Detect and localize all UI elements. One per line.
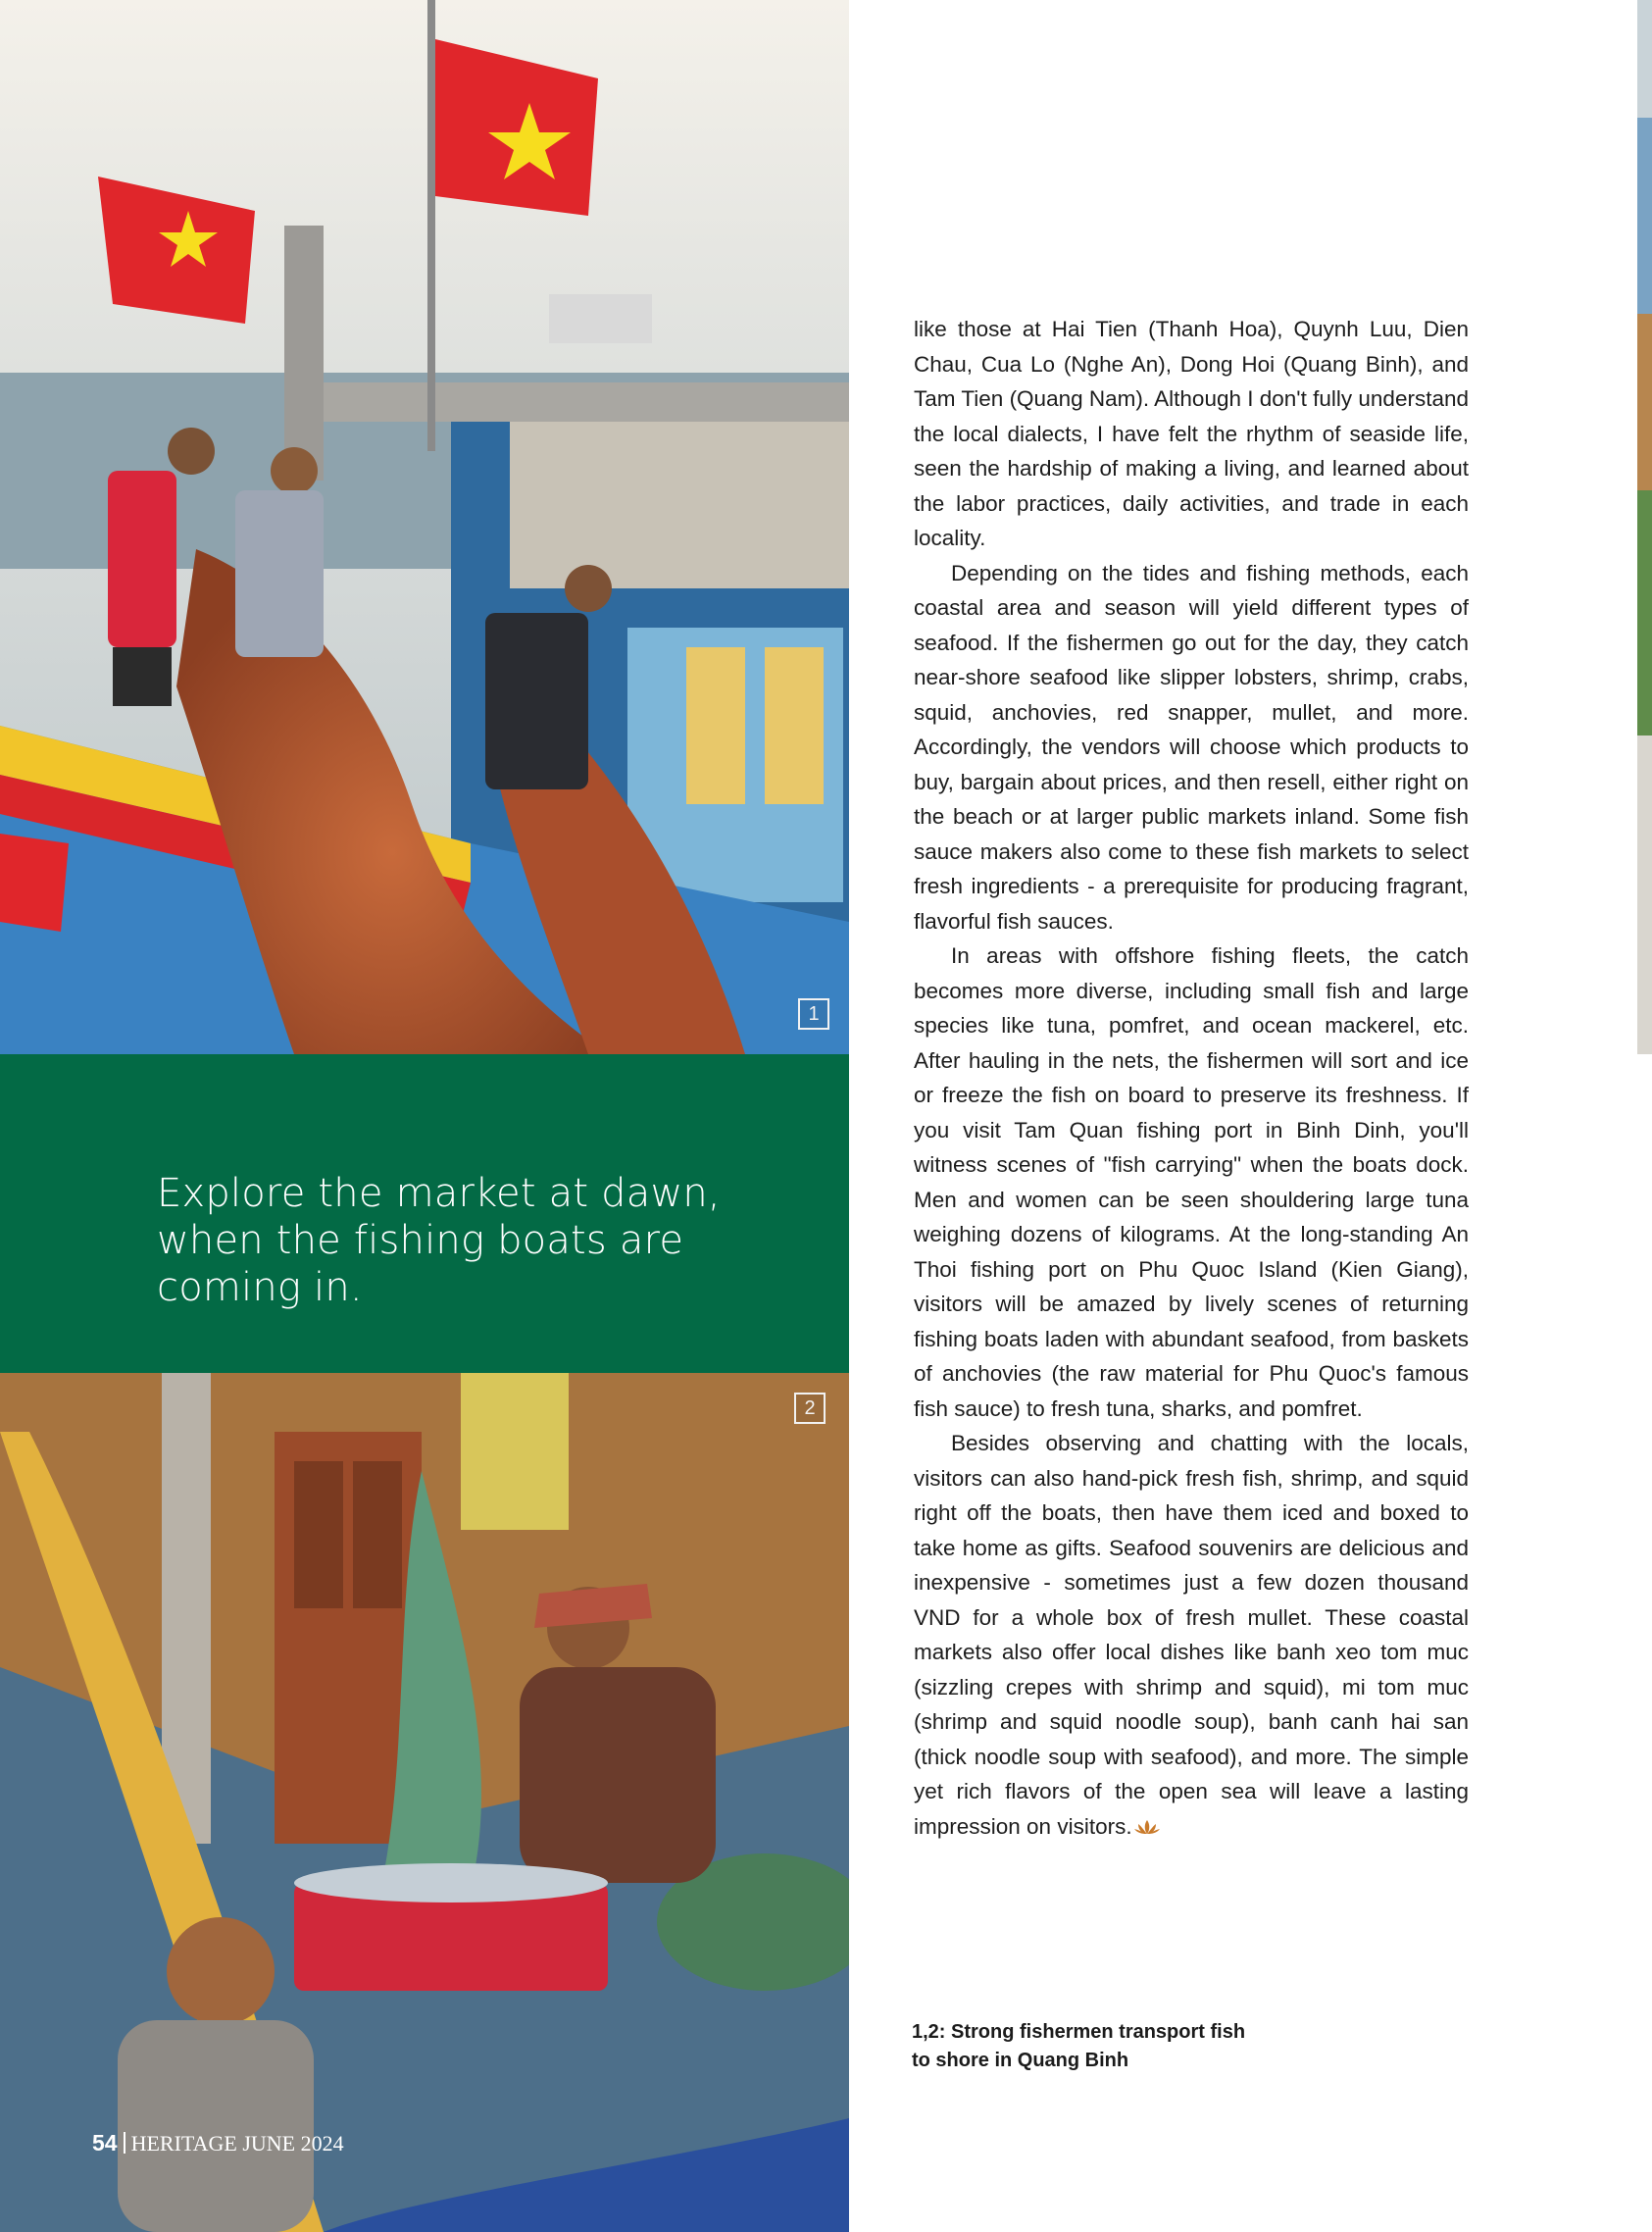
article-paragraph-last xyxy=(914,1426,1469,1844)
photo-caption xyxy=(912,2018,1304,2075)
folio-divider xyxy=(124,2132,125,2154)
issue-date: JUNE 2024 xyxy=(242,2131,344,2156)
pull-quote-text: Explore the market at dawn, when the fishing boats are coming in. xyxy=(157,1171,721,1310)
article-paragraph: like those at Hai Tien (Thanh Hoa), Quynh Luu, Dien Chau, Cua Lo (Nghe An), Dong Hoi (Quang Binh), and Tam Tien (Quang Nam). Although I don't fully understand the local dialects, I have felt the rhythm of seaside life, seen the hardship of making a living, and learned about the labor practices, daily activities, and trade in each locality. xyxy=(914,317,1469,550)
article-body xyxy=(914,312,1469,1844)
article-paragraph-text: Besides observing and chatting with the locals, visitors can also hand-pick fresh fish, shrimp, and squid right off the boats, then have them iced and boxed to take home as gifts. Seafood souvenirs are delicious and inexpensive - sometimes just a few dozen thousand VND for a whole box of fresh mullet. These coastal markets also offer local dishes like banh xeo tom muc (sizzling crepes with shrimp and squid), mi tom muc (shrimp and squid noodle soup), banh canh hai san (thick noodle soup with seafood), and more. The simple yet rich flavors of the open sea will leave a lasting impression on visitors. xyxy=(914,1431,1469,1839)
photo-fishermen-nets-image xyxy=(0,0,849,1054)
photo-number-badge: 2 xyxy=(794,1393,826,1424)
photo-fish-basket-handoff-image xyxy=(0,1373,849,2232)
article-paragraph: In areas with offshore fishing fleets, the catch becomes more diverse, including small fish and large species like tuna, pomfret, and ocean mackerel, etc. After hauling in the nets, the fishermen will sort and ice or freeze the fish on board to preserve its freshness. If you visit Tam Quan fishing port in Binh Dinh, you'll witness scenes of "fish carrying" when the boats dock. Men and women can be seen shouldering large tuna weighing dozens of kilograms. At the long-standing An Thoi fishing port on Phu Quoc Island (Kien Giang), visitors will be amazed by lively scenes of returning fishing boats laden with abundant seafood, from baskets of anchovies (the raw material for Phu Quoc's famous fish sauce) to fresh tuna, sharks, and pomfret. xyxy=(914,943,1469,1421)
article-paragraph: Depending on the tides and fishing methods, each coastal area and season will yield different types of seafood. If the fishermen go out for the day, they catch near-shore seafood like slipper lobsters, shrimp, crabs, squid, anchovies, red snapper, mullet, and more. Accordingly, the vendors will choose which products to buy, bargain about prices, and then resell, either right on the beach or at larger public markets inland. Some fish sauce makers also come to these fish markets to select fresh ingredients - a prerequisite for producing fragrant, flavorful fish sauces. xyxy=(914,560,1469,934)
facing-page-photo-edge-image xyxy=(1637,0,1652,1054)
facing-page-photo-edge xyxy=(1637,0,1652,1054)
page-folio xyxy=(92,2130,344,2156)
caption-line: 1,2: Strong fishermen transport fish xyxy=(912,2021,1246,2043)
photo-fishermen-nets xyxy=(0,0,849,1054)
lotus-end-mark-icon xyxy=(1134,1818,1160,1836)
photo-fish-basket-handoff xyxy=(0,1373,849,2232)
pull-quote-box xyxy=(0,1054,849,1373)
publication-name: HERITAGE xyxy=(130,2131,237,2156)
page-number: 54 xyxy=(92,2130,118,2156)
caption-line: to shore in Quang Binh xyxy=(912,2050,1129,2071)
photo-number-badge: 1 xyxy=(798,998,829,1030)
